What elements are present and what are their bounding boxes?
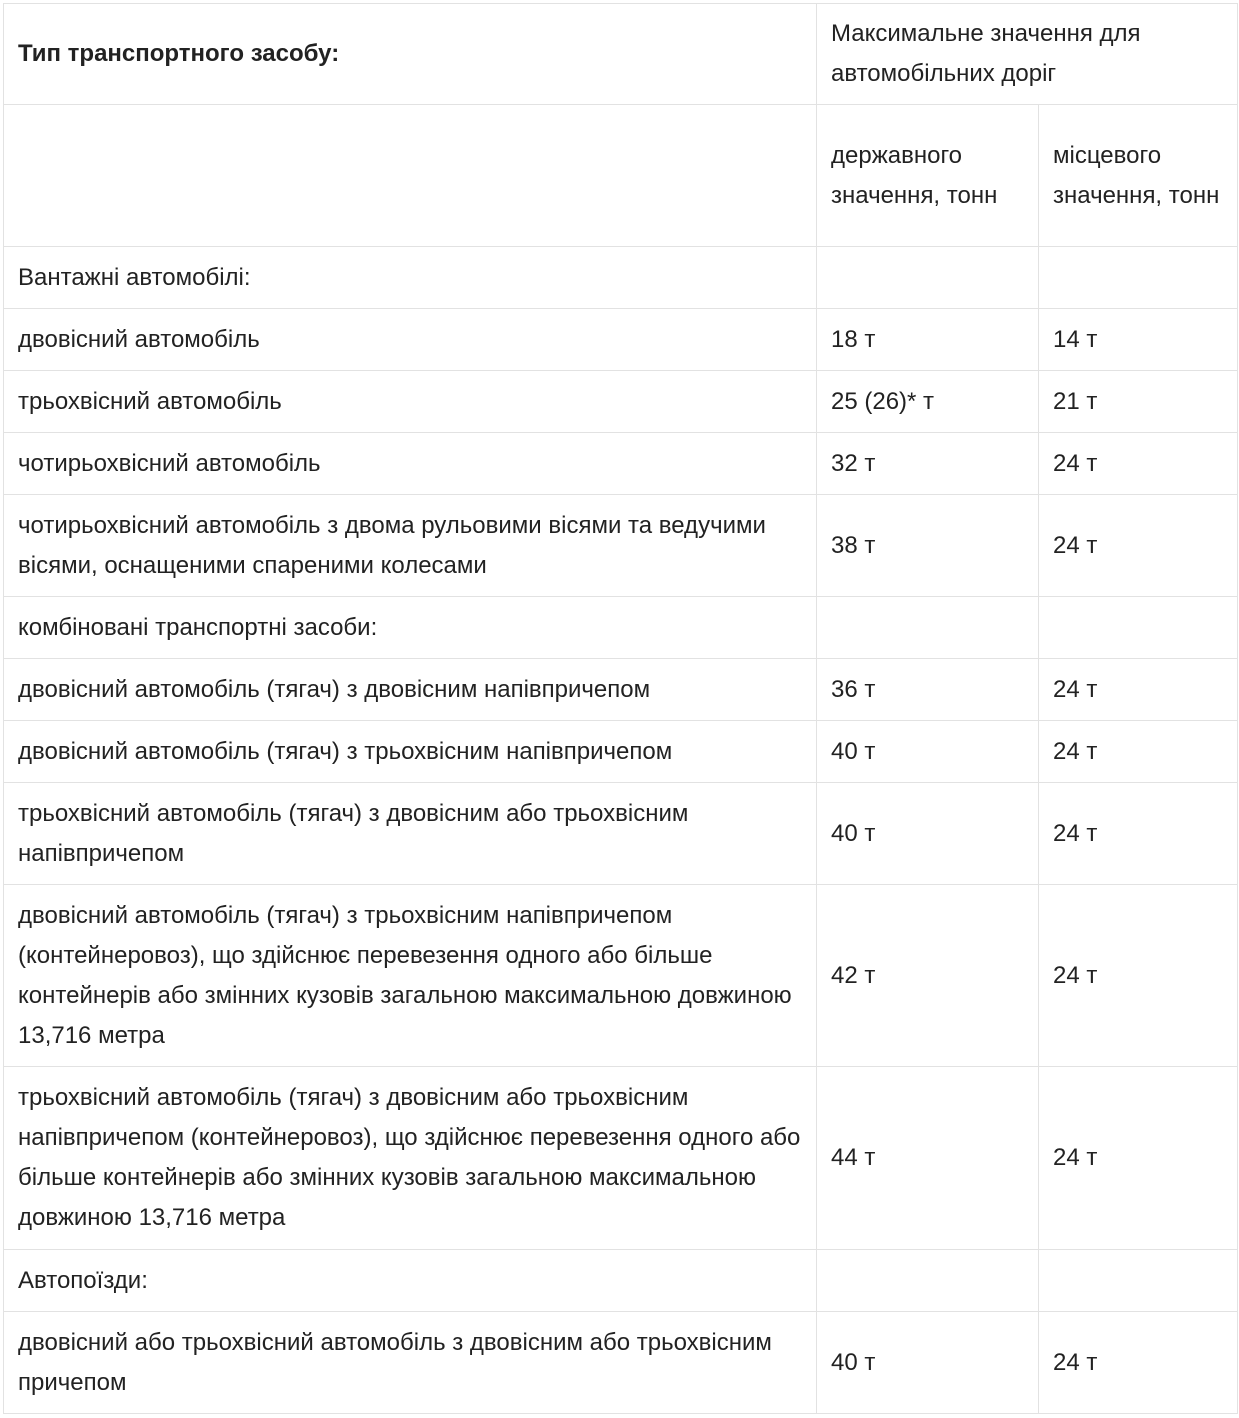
- local-value-cell: [1039, 597, 1238, 659]
- state-value-cell: [817, 247, 1039, 309]
- local-value-cell: 24 т: [1039, 659, 1238, 721]
- state-roads-header: державного значення, тонн: [817, 105, 1039, 247]
- vehicle-type-header: Тип транспортного засобу:: [4, 4, 817, 105]
- local-value-cell: 14 т: [1039, 309, 1238, 371]
- state-value-cell: 18 т: [817, 309, 1039, 371]
- state-value-cell: 32 т: [817, 433, 1039, 495]
- table-row: [4, 1067, 1238, 1250]
- table-row: [4, 1312, 1238, 1414]
- local-value-cell: 24 т: [1039, 783, 1238, 885]
- local-value-cell: 24 т: [1039, 1312, 1238, 1414]
- state-value-cell: 40 т: [817, 783, 1039, 885]
- state-value-cell: [817, 1250, 1039, 1312]
- vehicle-type-cell: двовісний автомобіль (тягач) з трьохвісним напівпричепом (контейнеровоз), що здійснює перевезення одного або більше контейнерів або змінних кузовів загальною максимальною довжиною 13,716 метра: [4, 885, 817, 1067]
- local-value-cell: 24 т: [1039, 885, 1238, 1067]
- vehicle-type-cell: трьохвісний автомобіль (тягач) з двовісним або трьохвісним напівпричепом: [4, 783, 817, 885]
- state-value-cell: 36 т: [817, 659, 1039, 721]
- local-value-cell: 24 т: [1039, 433, 1238, 495]
- local-value-cell: [1039, 247, 1238, 309]
- vehicle-type-cell: двовісний автомобіль (тягач) з двовісним напівпричепом: [4, 659, 817, 721]
- max-value-header: Максимальне значення для автомобільних доріг: [817, 4, 1238, 105]
- table-row: [4, 783, 1238, 885]
- local-roads-header: місцевого значення, тонн: [1039, 105, 1238, 247]
- table-row: [4, 495, 1238, 597]
- state-value-cell: 44 т: [817, 1067, 1039, 1250]
- vehicle-weight-table: [3, 3, 1238, 1414]
- local-value-cell: 21 т: [1039, 371, 1238, 433]
- table-row: [4, 1250, 1238, 1312]
- vehicle-type-cell: двовісний автомобіль (тягач) з трьохвісним напівпричепом: [4, 721, 817, 783]
- empty-cell: [4, 105, 817, 247]
- vehicle-type-cell: Вантажні автомобілі:: [4, 247, 817, 309]
- table-row: [4, 433, 1238, 495]
- table-row: [4, 371, 1238, 433]
- local-value-cell: 24 т: [1039, 495, 1238, 597]
- state-value-cell: 40 т: [817, 721, 1039, 783]
- table-row: [4, 597, 1238, 659]
- vehicle-type-cell: комбіновані транспортні засоби:: [4, 597, 817, 659]
- table-row: [4, 885, 1238, 1067]
- local-value-cell: [1039, 1250, 1238, 1312]
- state-value-cell: [817, 597, 1039, 659]
- table-row: [4, 247, 1238, 309]
- vehicle-type-cell: чотирьохвісний автомобіль з двома рульовими вісями та ведучими вісями, оснащеними спареними колесами: [4, 495, 817, 597]
- vehicle-type-cell: двовісний або трьохвісний автомобіль з двовісним або трьохвісним причепом: [4, 1312, 817, 1414]
- state-value-cell: 38 т: [817, 495, 1039, 597]
- local-value-cell: 24 т: [1039, 1067, 1238, 1250]
- table-row: [4, 309, 1238, 371]
- state-value-cell: 40 т: [817, 1312, 1039, 1414]
- vehicle-type-cell: трьохвісний автомобіль (тягач) з двовісним або трьохвісним напівпричепом (контейнеровоз), що здійснює перевезення одного або більше контейнерів або змінних кузовів загальною максимальною довжиною 13,716 метра: [4, 1067, 817, 1250]
- vehicle-type-cell: Автопоїзди:: [4, 1250, 817, 1312]
- state-value-cell: 42 т: [817, 885, 1039, 1067]
- table-row: [4, 721, 1238, 783]
- vehicle-type-cell: чотирьохвісний автомобіль: [4, 433, 817, 495]
- table-header-row: [4, 4, 1238, 105]
- state-value-cell: 25 (26)* т: [817, 371, 1039, 433]
- local-value-cell: 24 т: [1039, 721, 1238, 783]
- table-subheader-row: [4, 105, 1238, 247]
- vehicle-type-cell: трьохвісний автомобіль: [4, 371, 817, 433]
- table-row: [4, 659, 1238, 721]
- vehicle-type-cell: двовісний автомобіль: [4, 309, 817, 371]
